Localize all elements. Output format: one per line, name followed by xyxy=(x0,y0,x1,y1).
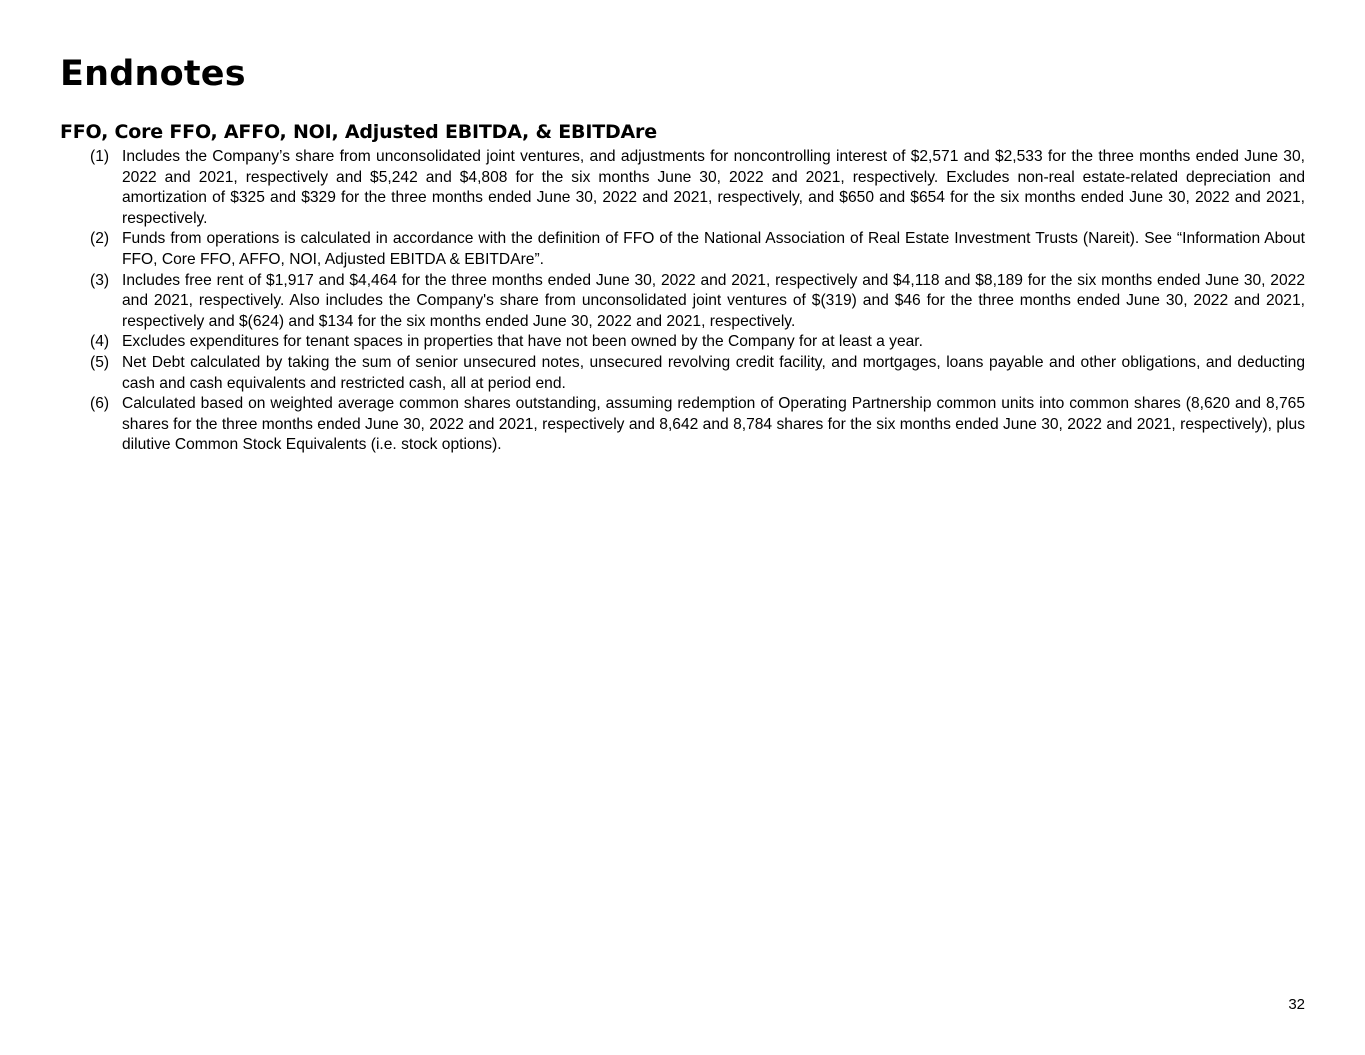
page-number: 32 xyxy=(1288,996,1305,1013)
section-title: FFO, Core FFO, AFFO, NOI, Adjusted EBITDA, & EBITDAre xyxy=(60,121,657,143)
endnote-number: (4) xyxy=(90,333,110,351)
page-title: Endnotes xyxy=(60,54,246,94)
endnote-text: Includes the Company’s share from unconsolidated joint ventures, and adjustments for noncontrolling interest of $2,571 and $2,533 for the three months ended June 30, 2022 and 2021, respectively and $5,242 and $4,808 for the six months June 30, 2022 and 2021, respectively. Excludes non-real estate-related depreciation and amortization of $325 and $329 for the three months ended June 30, 2022 and 2021, respectively, and $650 and $654 for the six months ended June 30, 2022 and 2021, respectively. xyxy=(122,148,1305,227)
endnotes-list xyxy=(60,147,1305,456)
endnote-number: (2) xyxy=(90,230,110,248)
endnote-text: Excludes expenditures for tenant spaces in properties that have not been owned by the Company for at least a year. xyxy=(122,333,923,351)
endnote-text: Calculated based on weighted average common shares outstanding, assuming redemption of Operating Partnership common units into common shares (8,620 and 8,765 shares for the three months ended June 30, 2022 and 2021, respectively and 8,642 and 8,784 shares for the six months ended June 30, 2022 and 2021, respectively), plus dilutive Common Stock Equivalents (i.e. stock options). xyxy=(122,395,1305,454)
endnote-text: Includes free rent of $1,917 and $4,464 for the three months ended June 30, 2022 and 2021, respectively and $4,118 and $8,189 for the six months ended June 30, 2022 and 2021, respectively. Also includes the Company's share from unconsolidated joint ventures of $(319) and $46 for the three months ended June 30, 2022 and 2021, respectively and $(624) and $134 for the six months ended June 30, 2022 and 2021, respectively. xyxy=(122,271,1305,330)
endnote-2 xyxy=(60,229,1305,270)
endnote-text: Net Debt calculated by taking the sum of senior unsecured notes, unsecured revolving credit facility, and mortgages, loans payable and other obligations, and deducting cash and cash equivalents and restricted cash, all at period end. xyxy=(122,353,1305,392)
endnote-number: (6) xyxy=(90,395,110,413)
endnote-4 xyxy=(60,332,1305,353)
endnotes-section xyxy=(60,118,1305,456)
endnote-number: (1) xyxy=(90,148,110,165)
endnote-1 xyxy=(60,147,1305,229)
endnote-5 xyxy=(60,353,1305,394)
endnote-3 xyxy=(60,271,1305,333)
endnote-6 xyxy=(60,394,1305,456)
endnote-number: (3) xyxy=(90,271,110,289)
endnote-text: Funds from operations is calculated in accordance with the definition of FFO of the National Association of Real Estate Investment Trusts (Nareit). See “Information About FFO, Core FFO, AFFO, NOI, Adjusted EBITDA & EBITDAre”. xyxy=(122,230,1305,268)
endnote-number: (5) xyxy=(90,353,110,371)
